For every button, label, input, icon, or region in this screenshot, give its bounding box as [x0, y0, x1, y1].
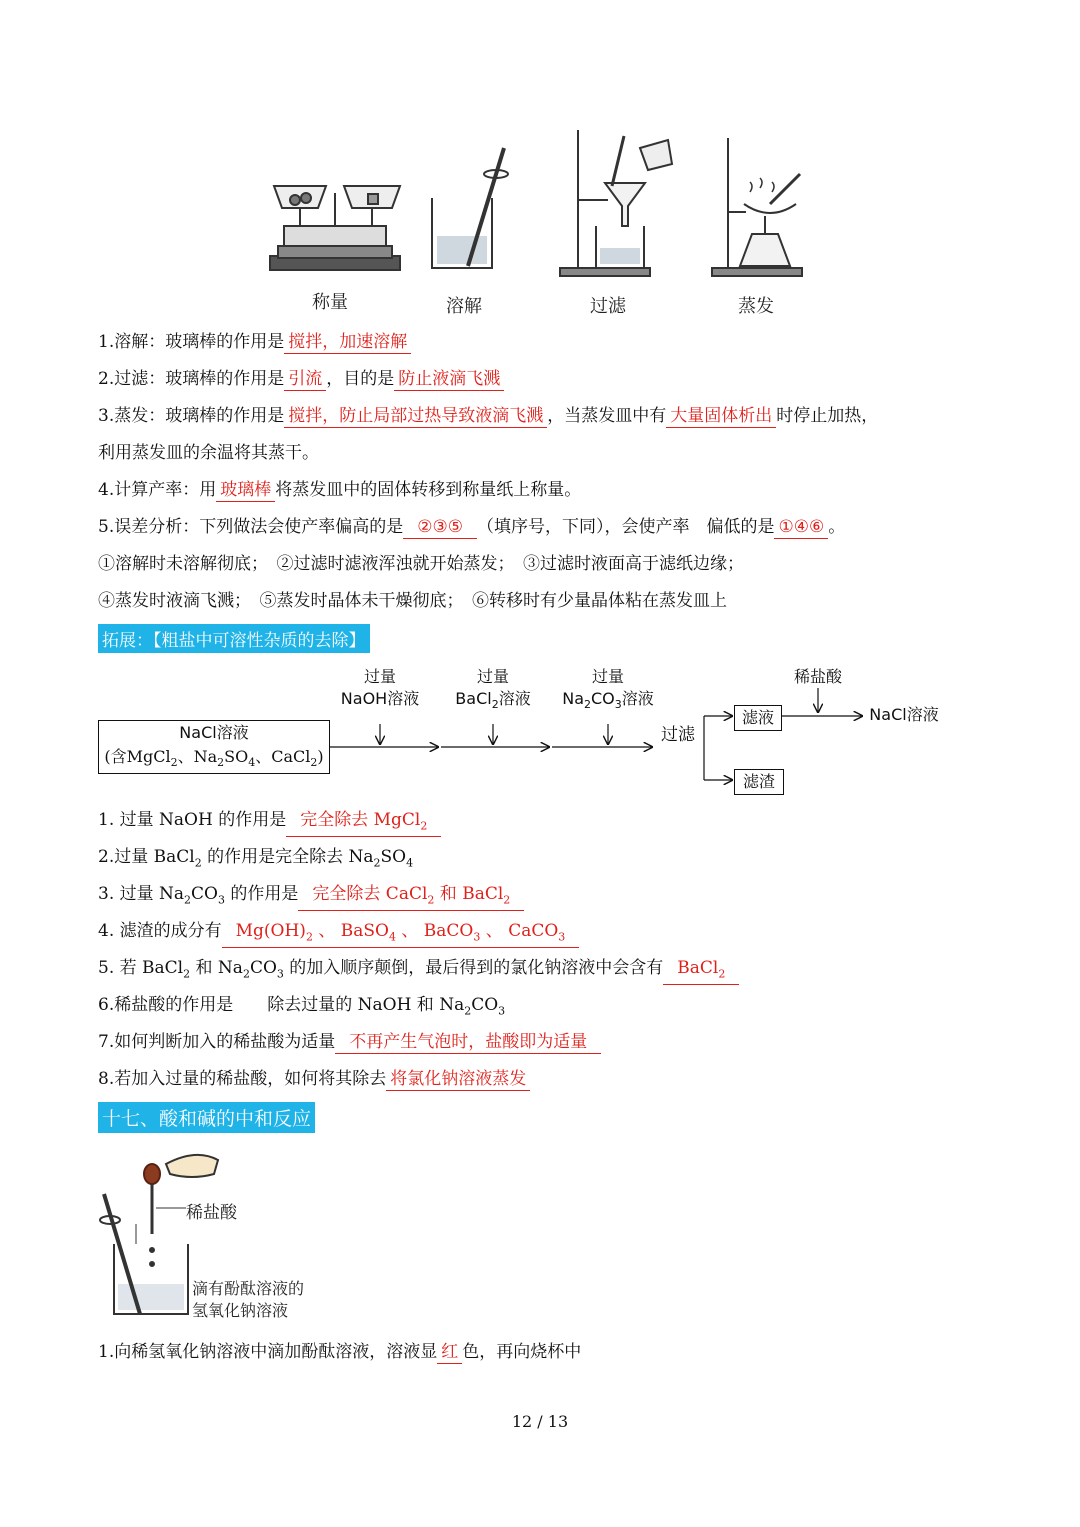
label-dissolve: 溶解: [446, 296, 482, 317]
answer-2a: 引流: [284, 369, 326, 391]
answer-2b: 防止液滴飞溅: [394, 369, 504, 391]
reagent-1-label: 过量 NaOH溶液: [340, 667, 420, 708]
neutral-answer-1: 红: [437, 1342, 462, 1364]
filter-step-label: 过滤: [661, 725, 695, 745]
ext-answer-4: $Mg(OH)_2$ 、 BaSO$_4$ 、 BaCO$_3$ 、 CaCO$_3$: [222, 921, 580, 948]
neutral-question-1: 1.向稀氢氧化钠溶液中滴加酚酞溶液，溶液显 红 色，再向烧杯中: [98, 1342, 582, 1362]
question-5: 5.误差分析：下列做法会使产率偏高的是 ②③⑤ （填序号，下同），会使产率 偏低的是 ①④⑥ 。: [98, 517, 846, 537]
acid-label: 稀盐酸: [793, 667, 842, 686]
product-label: NaCl溶液: [869, 705, 939, 724]
neutral-base-label: 滴有酚酞溶液的 氢氧化钠溶液: [192, 1279, 305, 1320]
balance-illustration: [270, 186, 400, 270]
ext-question-5: 5. 若 BaCl$_2$ 和 $Na_2CO_3$ 的加入顺序颠倒，最后得到的氯化钠溶液中会含有 BaCl$_2$: [98, 956, 739, 986]
label-evaporate: 蒸发: [738, 296, 774, 317]
apparatus-illustrations: [260, 108, 820, 288]
label-filter: 过滤: [590, 296, 626, 317]
answer-5b: ①④⑥: [774, 517, 828, 539]
reagent-3-label: 过量 $Na_2CO_3$溶液: [562, 667, 654, 712]
options-line-2: ④蒸发时液滴飞溅； ⑤蒸发时晶体未干燥彻底； ⑥转移时有少量晶体粘在蒸发皿上: [98, 591, 727, 611]
ext-question-6: 6.稀盐酸的作用是 除去过量的 NaOH 和 $Na_2CO_3$: [98, 995, 506, 1018]
ext-question-1: 1. 过量 NaOH 的作用是 完全除去 MgCl$_2$: [98, 808, 441, 837]
answer-5a: ②③⑤: [403, 517, 477, 539]
ext-question-4: 4. 滤渣的成分有 $Mg(OH)_2$ 、 BaSO$_4$ 、 BaCO$_3$ 、 CaCO$_3$: [98, 919, 579, 948]
ext-question-3: 3. 过量 $Na_2CO_3$ 的作用是 完全除去 CaCl$_2$ 和 BaCl$_2$: [98, 882, 524, 912]
start-solution-impurities: (含MgCl$_2$、$Na_2SO_4$、CaCl$_2$): [104, 747, 324, 770]
filtrate-box: 滤液: [734, 705, 782, 731]
evaporation-illustration: [712, 138, 802, 276]
question-2: 2.过滤：玻璃棒的作用是 引流 ，目的是 防止液滴飞溅: [98, 367, 504, 391]
ext-question-2: 2.过量 BaCl$_2$ 的作用是完全除去 $Na_2SO_4$: [98, 847, 414, 870]
neutral-acid-label: 稀盐酸: [186, 1203, 237, 1223]
options-line-1: ①溶解时未溶解彻底； ②过滤时滤液浑浊就开始蒸发； ③过滤时液面高于滤纸边缘；: [98, 554, 744, 574]
ext-question-8: 8.若加入过量的稀盐酸，如何将其除去 将氯化钠溶液蒸发: [98, 1067, 530, 1091]
question-4: 4.计算产率：用 玻璃棒 将蒸发皿中的固体转移到称量纸上称量。: [98, 480, 582, 500]
extension-header: 拓展：【粗盐中可溶性杂质的去除】: [98, 624, 370, 653]
filtration-illustration: [560, 130, 672, 276]
start-solution-box: [98, 720, 330, 774]
residue-box: 滤渣: [734, 769, 784, 795]
start-solution-name: NaCl溶液: [179, 723, 249, 742]
answer-3b: 大量固体析出: [666, 406, 776, 428]
question-3-line2: 利用蒸发皿的余温将其蒸干。: [98, 443, 319, 463]
ext-answer-8: 将氯化钠溶液蒸发: [386, 1069, 530, 1091]
answer-1: 搅拌，加速溶解: [284, 332, 411, 354]
question-1: 1.溶解：玻璃棒的作用是 搅拌，加速溶解: [98, 330, 411, 354]
reagent-2-label: 过量 BaCl$_2$溶液: [455, 667, 531, 712]
answer-3a: 搅拌，防止局部过热导致液滴飞溅: [284, 406, 547, 428]
ext-answer-1: 完全除去 MgCl$_2$: [286, 810, 441, 837]
page-number: 12 / 13: [511, 1412, 569, 1431]
label-weigh: 称量: [312, 292, 348, 313]
section-17-header: 十七、酸和碱的中和反应: [98, 1102, 315, 1133]
answer-4: 玻璃棒: [216, 480, 275, 502]
ext-question-7: 7.如何判断加入的稀盐酸为适量 不再产生气泡时，盐酸即为适量: [98, 1030, 601, 1054]
ext-answer-3: 完全除去 CaCl$_2$ 和 BaCl$_2$: [298, 884, 524, 911]
ext-answer-7: 不再产生气泡时，盐酸即为适量: [335, 1032, 601, 1054]
ext-answer-5: BaCl$_2$: [663, 958, 739, 985]
beaker-stirring-illustration: [432, 148, 508, 268]
question-3: 3.蒸发：玻璃棒的作用是 搅拌，防止局部过热导致液滴飞溅 ，当蒸发皿中有 大量固体析出 时停止加热，: [98, 406, 879, 426]
